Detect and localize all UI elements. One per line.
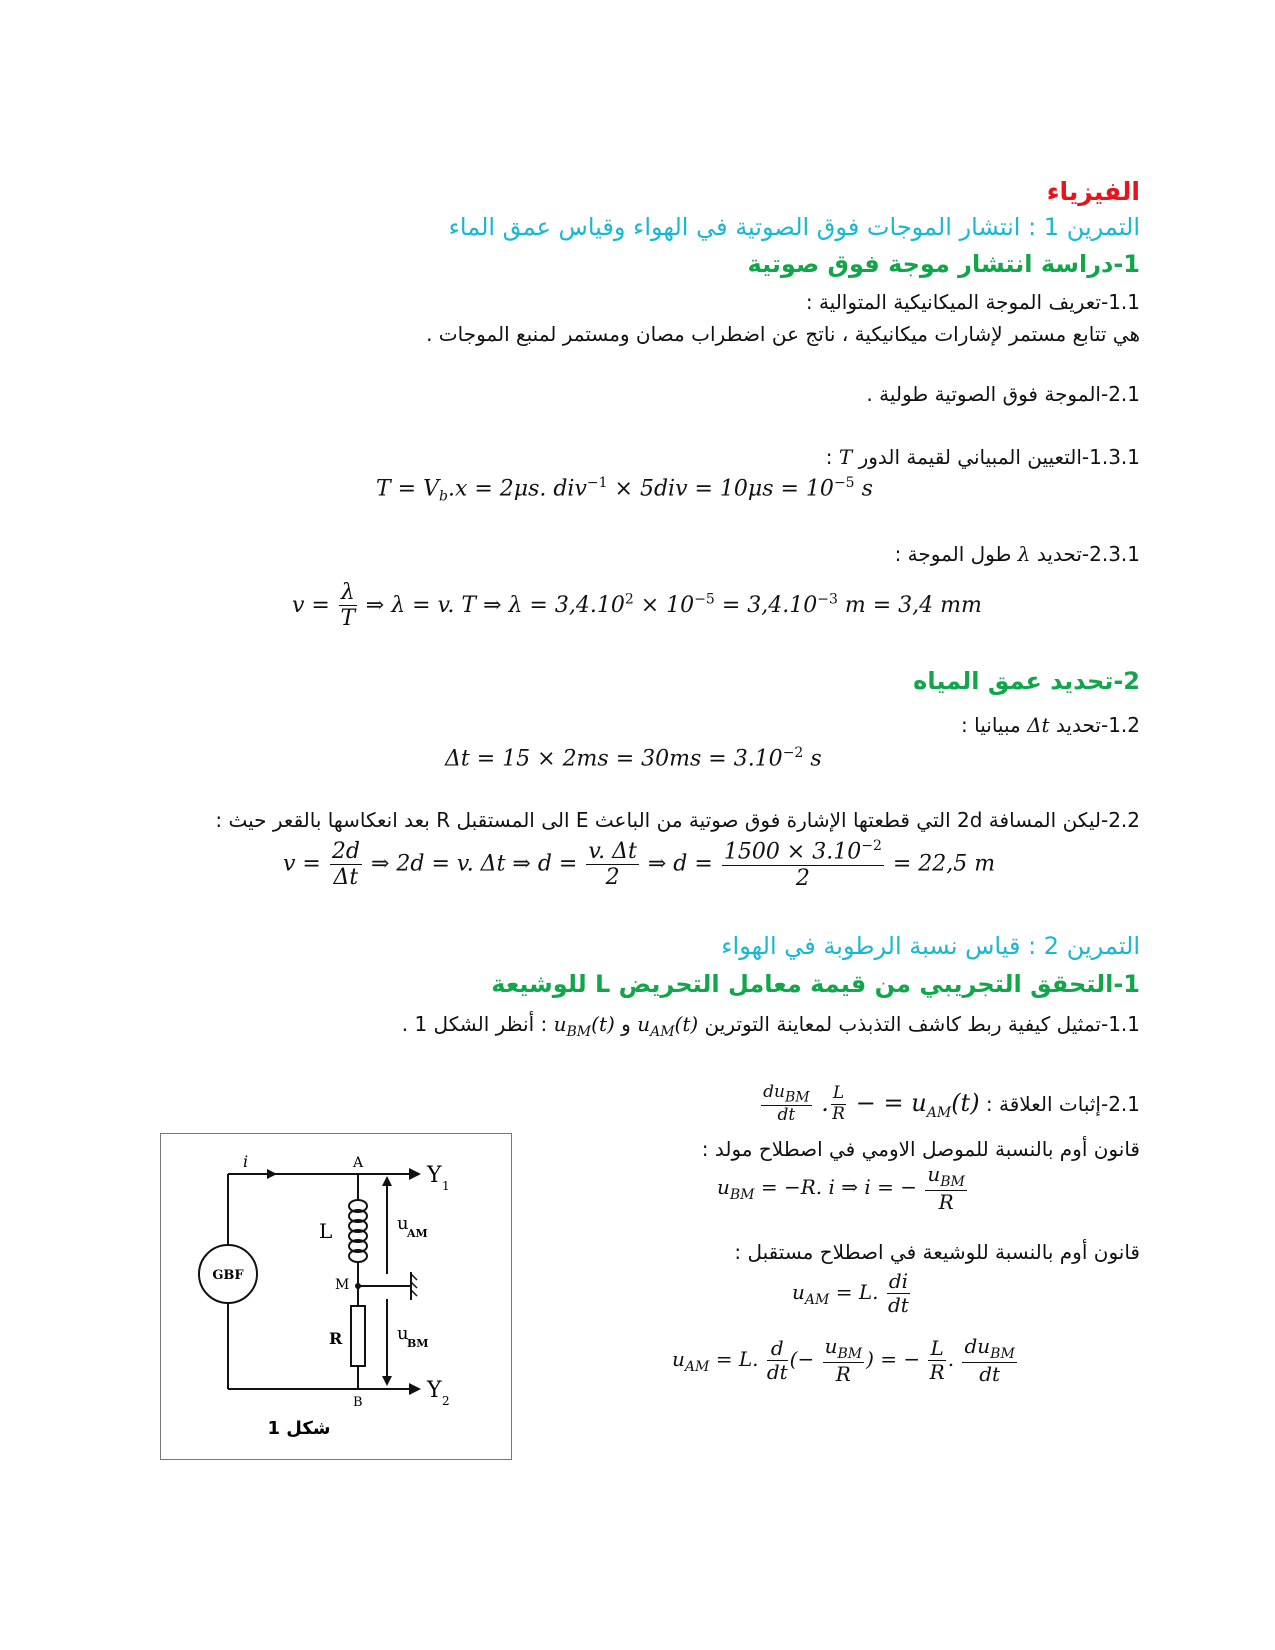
exercise2-title: التمرين 2 : قياس نسبة الرطوبة في الهواء <box>721 932 1140 960</box>
period-equation: $T = V_b.x = 2\mu s$. $div^{-1} \times 5div = 10\mu s = 10^{-5}$ s <box>376 475 873 505</box>
exercise1-title: التمرين 1 : انتشار الموجات فوق الصوتية في الهواء وقياس عمق الماء <box>448 213 1140 241</box>
node-m-label: M <box>335 1277 350 1293</box>
q11-answer: هي تتابع مستمر لإشارات ميكانيكية ، ناتج عن اضطراب مصان ومستمر لمنبع الموجات . <box>426 322 1140 346</box>
ubm-subscript: BM <box>407 1337 429 1350</box>
inductor-label: L <box>319 1219 333 1243</box>
node-b-label: B <box>353 1395 363 1410</box>
ex2-part1-title: 1-التحقق التجريبي من قيمة معامل التحريض L للوشيعة <box>491 970 1140 998</box>
circuit-diagram <box>161 1134 511 1459</box>
y1-arrow <box>409 1168 421 1180</box>
ubm-label: u <box>397 1323 409 1344</box>
current-arrow <box>267 1169 277 1179</box>
final-relation-equation: $u_{AM} = L$. $\frac{d}{dt}$ (− $\frac{u_{BM}}{R}$ ) = − $\frac{L}{R}$ . $\frac{du_{BM}}{dt}$ <box>672 1334 1015 1387</box>
q22-text: 2.2-ليكن المسافة 2d التي قطعتها الإشارة فوق صوتية من الباعث E الى المستقبل R بعد انعكاسها بالقعر حيث : <box>215 808 1140 832</box>
physics-title: الفيزياء <box>1046 177 1140 206</box>
node-a-label: A <box>353 1155 364 1171</box>
wavelength-equation: v = $\frac{\lambda}{T}$ ⇒ λ = v. T ⇒ $\lambda = 3,4.10^2 \times 10^{-5} = 3,4.10^{-3}$ m = 3,4 mm <box>292 580 982 632</box>
inductor-coil <box>349 1200 367 1262</box>
current-label: i <box>243 1152 249 1171</box>
uam-subscript: AM <box>407 1227 428 1240</box>
ohm-receiver-text: قانون أوم بالنسبة للوشيعة في اصطلاح مستقبل : <box>734 1240 1140 1264</box>
generator-label: GBF <box>212 1268 244 1283</box>
ex2-q21: 2.1-إثبات العلاقة : $u_{AM}(t)$ = − $\frac{L}{R}$ . $\frac{du_{BM}}{dt}$ <box>763 1082 1140 1126</box>
y2-label: Y <box>427 1378 442 1403</box>
depth-equation: v = $\frac{2d}{\Delta t}$ ⇒ 2d = v. Δt ⇒ d = $\frac{v. \Delta t}{2}$ ⇒ d = $\frac{1500 \times 3.10^{-2}}{2}$ = 22,5 m <box>283 838 996 891</box>
q131-label: 1.3.1-التعيين المبياني لقيمة الدور T : <box>825 445 1140 469</box>
figure-caption: شكل 1 <box>267 1418 331 1439</box>
circuit-figure <box>160 1133 512 1460</box>
q231-label: 2.3.1-تحديد λ طول الموجة : <box>894 542 1140 566</box>
y1-label: Y <box>427 1163 442 1188</box>
ex1-part2-title: 2-تحديد عمق المياه <box>913 667 1140 695</box>
resistor-label: R <box>329 1329 343 1348</box>
ohm-resistor-equation: $u_{BM} = -R$. i ⇒ i = − $\frac{u_{BM}}{R}$ <box>717 1162 965 1215</box>
ubm-arrow-head <box>382 1376 392 1386</box>
q11-label: 1.1-تعريف الموجة الميكانيكية المتوالية : <box>805 290 1140 314</box>
uam-label: u <box>397 1213 409 1234</box>
delta-t-equation: $\Delta t = 15 \times 2ms = 30ms = 3.10^{-2}$ s <box>445 745 822 772</box>
y1-subscript: 1 <box>442 1179 450 1193</box>
q12-label: 1.2-تحديد Δt مبيانيا : <box>961 713 1140 737</box>
resistor-symbol <box>351 1306 365 1366</box>
ohm-coil-equation: $u_{AM} = L$. $\frac{di}{dt}$ <box>792 1269 909 1317</box>
ex1-part1-title: 1-دراسة انتشار موجة فوق صوتية <box>747 250 1140 278</box>
y2-subscript: 2 <box>442 1394 450 1408</box>
y2-arrow <box>409 1383 421 1395</box>
ohm-generator-text: قانون أوم بالنسبة للموصل الاومي في اصطلاح مولد : <box>701 1137 1140 1161</box>
q21-text: 2.1-الموجة فوق الصوتية طولية . <box>866 382 1140 406</box>
ex2-q11: 1.1-تمثيل كيفية ربط كاشف التذبذب لمعاينة التوترين $u_{AM}(t)$ و $u_{BM}(t)$ : أنظر الشكل 1 . <box>401 1012 1140 1040</box>
uam-arrow-head <box>382 1176 392 1186</box>
